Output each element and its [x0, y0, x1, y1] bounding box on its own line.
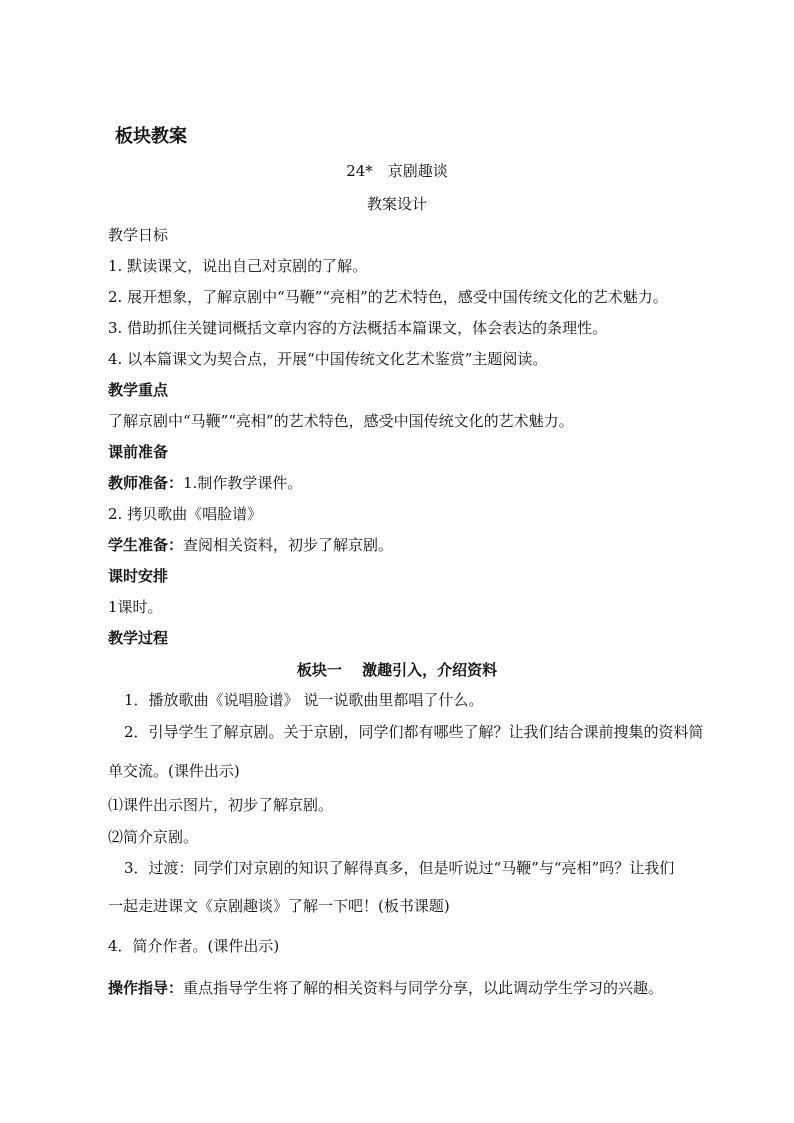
process-step-continuation: 单交流。(课件出示) — [108, 762, 240, 780]
goal-item: 2. 展开想象，了解京剧中“马鞭”“亮相”的艺术特色，感受中国传统文化的艺术魅力。 — [108, 288, 668, 306]
design-title: 教案设计 — [366, 195, 427, 213]
schedule-heading: 课时安排 — [108, 567, 169, 585]
process-step-continuation: 一起走进课文《京剧趣谈》了解一下吧！(板书课题) — [108, 897, 450, 915]
teacher-preparation-label: 教师准备： — [108, 474, 184, 492]
process-heading: 教学过程 — [108, 629, 169, 647]
process-step: 1．播放歌曲《说唱脸谱》 说一说歌曲里都唱了什么。 — [124, 691, 484, 709]
process-step: 4．简介作者。(课件出示) — [108, 937, 280, 955]
goals-heading: 教学日标 — [108, 226, 169, 244]
key-points-text: 了解京剧中“马鞭”“亮相”的艺术特色，感受中国传统文化的艺术魅力。 — [108, 412, 574, 430]
student-preparation-label: 学生准备： — [108, 536, 184, 554]
section-header-label: 板块教案 — [115, 126, 187, 147]
section1-title: 板块一 激趣引入，介绍资料 — [296, 661, 498, 679]
operation-guide — [108, 978, 663, 998]
process-substep: ⑵简介京剧。 — [108, 828, 199, 846]
process-substep: ⑴课件出示图片，初步了解京剧。 — [108, 796, 334, 814]
process-step: 3．过渡：同学们对京剧的知识了解得真多，但是听说过“马鞭”与“亮相”吗？让我们 — [124, 859, 675, 877]
teacher-preparation-item: 1.制作教学课件。 — [183, 474, 303, 492]
operation-guide-text: 重点指导学生将了解的相关资料与同学分享，以此调动学生学习的兴趣。 — [183, 979, 664, 997]
operation-guide-label: 操作指导： — [108, 979, 184, 997]
goal-item: 4. 以本篇课文为契合点，开展“中国传统文化艺术鉴赏”主题阅读。 — [108, 350, 548, 368]
key-points-heading: 教学重点 — [108, 381, 169, 399]
process-step: 2．引导学生了解京剧。关于京剧，同学们都有哪些了解？让我们结合课前搜集的资料简 — [124, 723, 704, 741]
student-preparation-text: 查阅相关资料，初步了解京剧。 — [183, 536, 394, 554]
goal-item: 3. 借助抓住关键词概括文章内容的方法概括本篇课文，体会表达的条理性。 — [108, 319, 608, 337]
student-preparation — [108, 535, 393, 555]
goal-item: 1. 默读课文，说出自己对京剧的了解。 — [108, 257, 368, 275]
schedule-text: 1课时。 — [108, 598, 163, 616]
teacher-preparation-item: 2. 拷贝歌曲《唱脸谱》 — [108, 505, 263, 523]
lesson-title: 24* 京剧趣谈 — [346, 162, 448, 180]
teacher-preparation — [108, 473, 302, 493]
preparation-heading: 课前准备 — [108, 443, 169, 461]
